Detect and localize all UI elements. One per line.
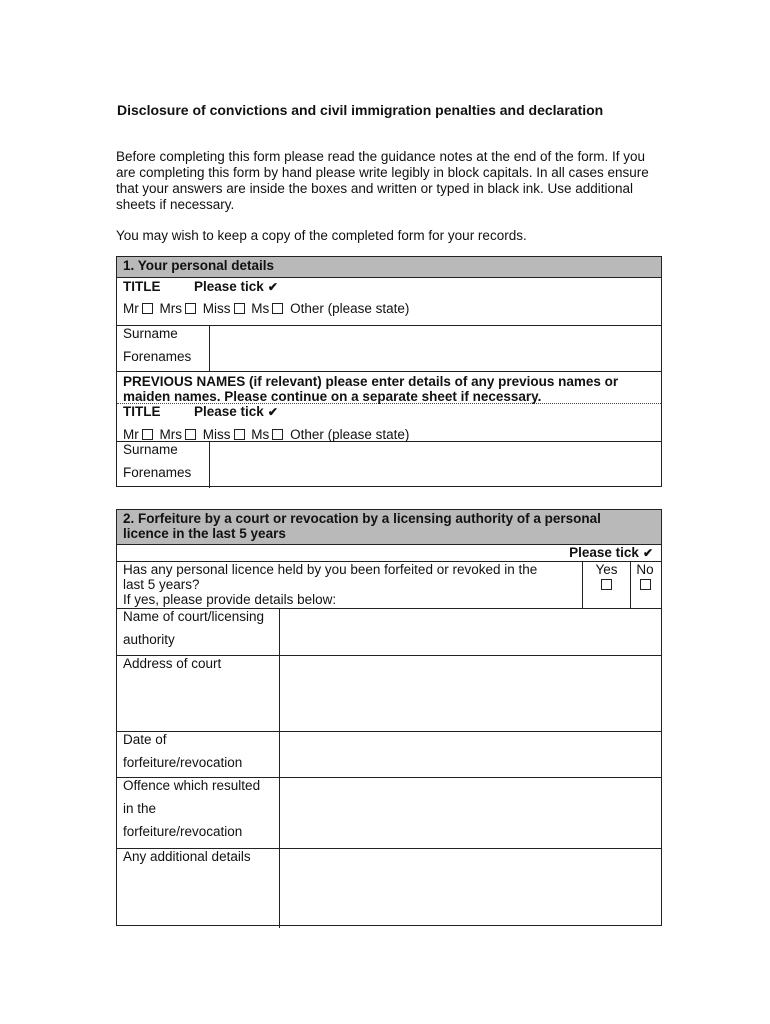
prev-forenames-label: Forenames: [123, 465, 192, 480]
title-options: [123, 301, 409, 316]
intro-paragraph-guidance: Before completing this form please read the guidance notes at the end of the form. If you are completing this form by hand please write legibly in block capitals. In all cases ensure that your answers are inside the boxes and written or typed in black ink. Use additional sheets if necessary.: [116, 149, 649, 212]
additional-input[interactable]: [280, 849, 661, 928]
names-row: [117, 326, 661, 372]
forfeiture-question-row: [117, 545, 661, 609]
option-ms-label: Ms: [251, 301, 270, 316]
option-mr-label: Mr: [123, 301, 139, 316]
checkbox-yes[interactable]: [601, 579, 612, 590]
no-column: [629, 562, 661, 608]
title-row: [117, 278, 661, 326]
prev-title-label: TITLE: [123, 404, 161, 419]
section-2-tick-icon: ✔: [642, 546, 653, 560]
additional-row: [117, 849, 661, 928]
question-line-3: If yes, please provide details below:: [123, 592, 337, 607]
prev-please-tick-label: Please tick: [194, 404, 264, 419]
prev-names-input-area[interactable]: [210, 442, 661, 488]
section-personal-details: [116, 256, 662, 487]
please-tick-label: Please tick: [194, 279, 264, 294]
form-title: Disclosure of convictions and civil immigration penalties and declaration: [117, 102, 604, 118]
address-input[interactable]: [280, 656, 661, 731]
section-2-heading-line-1: 2. Forfeiture by a court or revocation by a licensing authority of a personal: [123, 511, 601, 526]
names-labels: [117, 326, 210, 371]
previous-names-row: [117, 372, 661, 404]
prev-checkbox-mr[interactable]: [142, 429, 153, 440]
offence-label: [117, 778, 280, 848]
prev-option-mrs-label: Mrs: [159, 427, 183, 442]
checkbox-ms[interactable]: [272, 303, 283, 314]
date-label: [117, 732, 280, 777]
question-text: [123, 562, 537, 607]
question-line-2: last 5 years?: [123, 577, 200, 592]
prev-option-ms-label: Ms: [251, 427, 270, 442]
prev-names-row: [117, 442, 661, 488]
checkbox-no[interactable]: [640, 579, 651, 590]
section-1-heading: 1. Your personal details: [117, 257, 661, 278]
prev-option-mr-label: Mr: [123, 427, 139, 442]
tick-icon: ✔: [267, 280, 278, 294]
prev-option-other-label: Other (please state): [290, 427, 410, 442]
court-label-line-1: Name of court/licensing: [123, 609, 265, 624]
additional-label-cell: [117, 849, 280, 928]
forenames-label: Forenames: [123, 349, 192, 364]
date-input[interactable]: [280, 732, 661, 777]
court-label-line-2: authority: [123, 632, 175, 647]
court-row: [117, 609, 661, 656]
checkbox-mrs[interactable]: [185, 303, 196, 314]
prev-title-row: [117, 404, 661, 442]
prev-tick-icon: ✔: [267, 405, 278, 419]
checkbox-mr[interactable]: [142, 303, 153, 314]
prev-surname-label: Surname: [123, 442, 178, 457]
section-2-please-tick-label: Please tick: [569, 545, 639, 560]
option-mrs-label: Mrs: [159, 301, 183, 316]
offence-label-line-1: Offence which resulted: [123, 778, 261, 793]
names-input-area[interactable]: [210, 326, 661, 371]
question-line-1: Has any personal licence held by you been forfeited or revoked in the: [123, 562, 538, 577]
date-label-line-1: Date of: [123, 732, 167, 747]
prev-checkbox-miss[interactable]: [234, 429, 245, 440]
offence-input[interactable]: [280, 778, 661, 848]
option-miss-label: Miss: [202, 301, 231, 316]
offence-label-line-2: in the: [123, 801, 157, 816]
section-2-heading-line-2: licence in the last 5 years: [123, 526, 286, 541]
court-label: [117, 609, 280, 655]
address-label: Address of court: [123, 656, 222, 671]
previous-names-line-2: maiden names. Please continue on a separate sheet if necessary.: [123, 389, 542, 404]
intro-paragraph-copy: You may wish to keep a copy of the completed form for your records.: [116, 228, 527, 243]
intro-text: [116, 149, 666, 244]
additional-label: Any additional details: [123, 849, 251, 864]
please-tick-header: [569, 545, 653, 560]
date-row: [117, 732, 661, 778]
prev-checkbox-mrs[interactable]: [185, 429, 196, 440]
prev-names-labels: [117, 442, 210, 488]
checkbox-miss[interactable]: [234, 303, 245, 314]
title-label: TITLE: [123, 279, 161, 294]
yes-column: [582, 562, 631, 608]
no-label: No: [636, 562, 654, 577]
section-forfeiture: [116, 509, 662, 926]
prev-checkbox-ms[interactable]: [272, 429, 283, 440]
previous-names-line-1: PREVIOUS NAMES (if relevant) please enter details of any previous names or: [123, 374, 619, 389]
question-body: [117, 561, 661, 608]
date-label-line-2: forfeiture/revocation: [123, 755, 243, 770]
address-label-cell: [117, 656, 280, 731]
address-row: [117, 656, 661, 732]
prev-option-miss-label: Miss: [202, 427, 231, 442]
section-2-heading: [117, 510, 661, 545]
court-input[interactable]: [280, 609, 661, 655]
option-other-label: Other (please state): [290, 301, 410, 316]
yes-label: Yes: [595, 562, 618, 577]
surname-label: Surname: [123, 326, 178, 341]
offence-row: [117, 778, 661, 849]
prev-title-options: [123, 427, 409, 442]
offence-label-line-3: forfeiture/revocation: [123, 824, 243, 839]
